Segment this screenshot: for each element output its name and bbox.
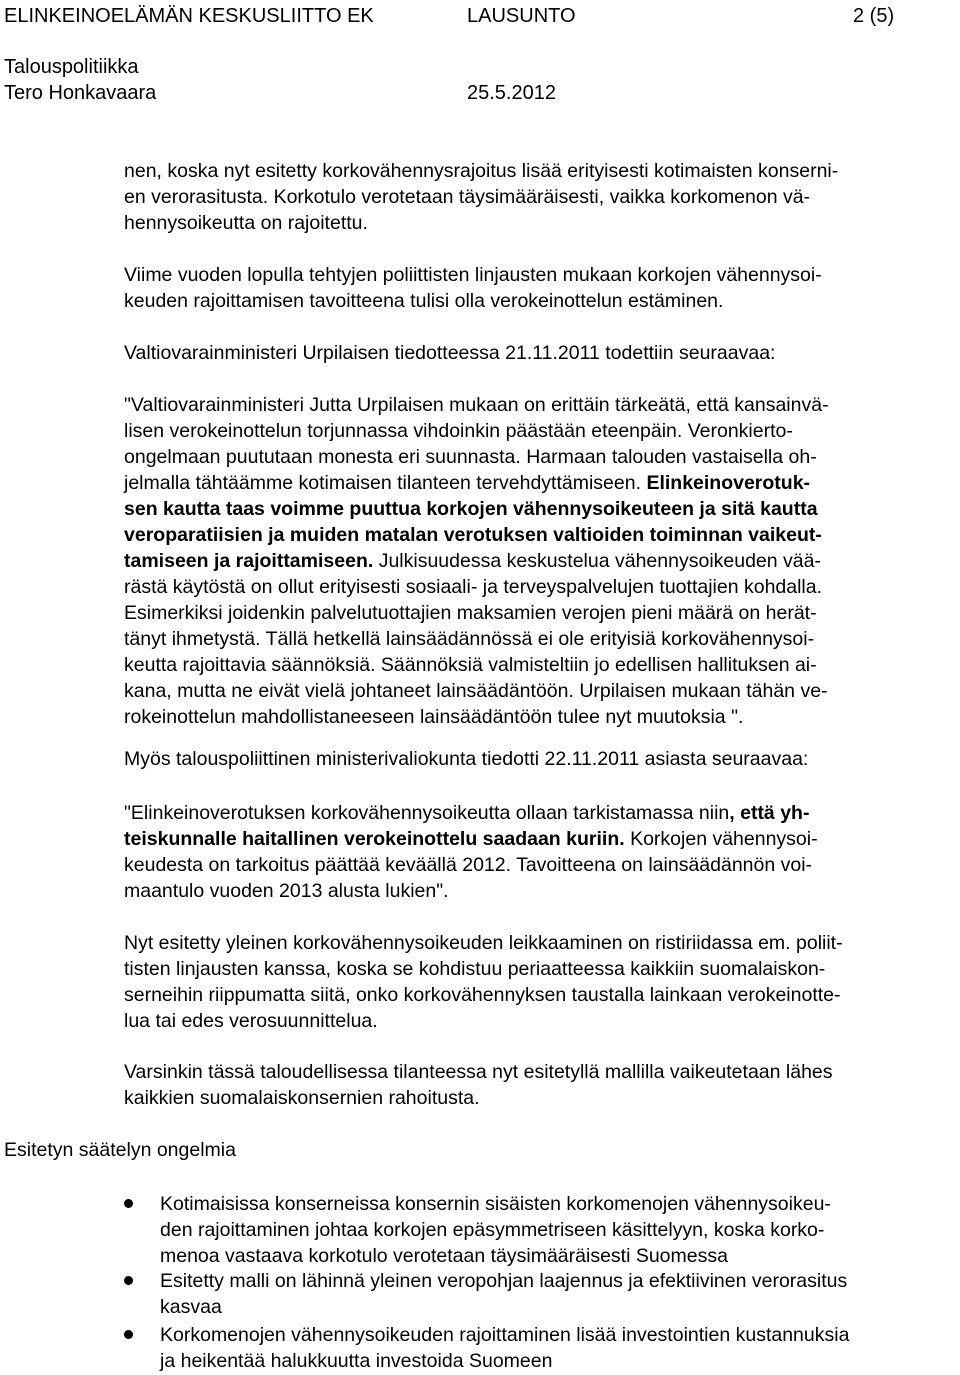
text-run-bold: Elinkeinoverotuk- (646, 472, 811, 494)
text-line: kasvaa (160, 1296, 222, 1318)
text-line (124, 800, 950, 826)
paragraph-7 (124, 930, 950, 1034)
text-line: tisten linjausten kanssa, koska se kohdistuu periaatteessa kaikkiin suomalaiskon- (124, 958, 826, 980)
text-line (124, 470, 950, 496)
text-line (124, 548, 950, 574)
text-line: kaikkien suomalaiskonsernien rahoitusta. (124, 1087, 480, 1109)
text-run-bold: tamiseen ja rajoittamiseen. (124, 550, 374, 572)
text-line: Valtiovarainministeri Urpilaisen tiedotteessa 21.11.2011 todettiin seuraavaa: (124, 342, 776, 364)
page-number: 2 (5) (853, 5, 895, 27)
text-line: Viime vuoden lopulla tehtyjen poliittisten linjausten mukaan korkojen vähennysoi- (124, 264, 822, 286)
text-line (124, 522, 950, 548)
date: 25.5.2012 (467, 82, 556, 104)
text-line: Esitetty malli on lähinnä yleinen veropohjan laajennus ja efektiivinen verorasitus (160, 1270, 848, 1292)
text-run: tänyt ihmetystä. Tällä hetkellä lainsäädännössä ei ole erityisiä korkovähennysoi- (124, 628, 815, 650)
text-run: rokeinottelun mahdollistaneeseen lainsäädäntöön tulee nyt muutoksia ". (124, 706, 744, 728)
doc-type: LAUSUNTO (467, 5, 576, 27)
text-line (124, 878, 950, 904)
text-run: "Valtiovarainministeri Jutta Urpilaisen mukaan on erittäin tärkeätä, että kansainvä- (124, 394, 829, 416)
text-run-bold: teiskunnalle haitallinen verokeinottelu saadaan kuriin. (124, 828, 625, 850)
text-line: nen, koska nyt esitetty korkovähennysrajoitus lisää erityisesti kotimaisten konserni- (124, 160, 839, 182)
bullet-text (160, 1322, 849, 1374)
text-line (124, 418, 950, 444)
text-line (124, 826, 950, 852)
bullet-text (160, 1191, 831, 1269)
text-line: Kotimaisissa konserneissa konsernin sisäisten korkomenojen vähennysoikeu- (160, 1193, 831, 1215)
text-line (124, 652, 950, 678)
text-line (124, 600, 950, 626)
side-heading: Esitetyn säätelyn ongelmia (4, 1139, 236, 1161)
department: Talouspolitiikka (4, 56, 139, 78)
text-run: kana, mutta ne eivät vielä johtaneet lainsäädäntöön. Urpilaisen mukaan tähän ve- (124, 680, 828, 702)
text-line (124, 444, 950, 470)
text-line: menoa vastaava korkotulo verotetaan täysimääräisesti Suomessa (160, 1245, 728, 1267)
text-line (124, 626, 950, 652)
text-line: Nyt esitetty yleinen korkovähennysoikeuden leikkaaminen on ristiriidassa em. poliit- (124, 932, 843, 954)
paragraph-8 (124, 1059, 950, 1111)
text-run-bold: veroparatiisien ja muiden matalan verotuksen valtioiden toiminnan vaikeut- (124, 524, 822, 546)
author: Tero Honkavaara (4, 82, 157, 104)
text-line: Myös talouspoliittinen ministerivaliokunta tiedotti 22.11.2011 asiasta seuraavaa: (124, 748, 809, 770)
text-line (124, 392, 950, 418)
paragraph-3 (124, 340, 950, 366)
text-run: Esimerkiksi joidenkin palvelutuottajien maksamien verojen pieni määrä on herät- (124, 602, 817, 624)
bullet-icon (124, 1199, 133, 1208)
quote-ministry-of-finance (124, 392, 950, 730)
text-line: lua tai edes verosuunnittelua. (124, 1010, 378, 1032)
text-run: jelmalla tähtäämme kotimaisen tilanteen tervehdyttämiseen. (124, 472, 647, 494)
text-run: rästä käytöstä on ollut erityisesti sosiaali- ja terveyspalvelujen tuottajien kohdalla. (124, 576, 823, 598)
text-line (124, 852, 950, 878)
org-name: ELINKEINOELÄMÄN KESKUSLIITTO EK (4, 5, 374, 27)
text-run-bold: , että yh- (729, 802, 810, 824)
text-line: den rajoittaminen johtaa korkojen epäsymmetriseen käsittelyyn, koska korko- (160, 1219, 825, 1241)
text-run: lisen verokeinottelun torjunnassa vihdoinkin päästään eteenpäin. Veronkierto- (124, 420, 793, 442)
quote-economic-policy-committee (124, 800, 950, 904)
text-line (124, 704, 950, 730)
text-run: Julkisuudessa keskustelua vähennysoikeuden vää- (373, 550, 821, 572)
text-line: serneihin riippumatta siitä, onko korkovähennyksen taustalla lainkaan verokeinotte- (124, 984, 841, 1006)
text-line: ja heikentää halukkuutta investoida Suomeen (160, 1350, 553, 1372)
bullet-icon (124, 1330, 133, 1339)
paragraph-1 (124, 158, 950, 236)
text-run: "Elinkeinoverotuksen korkovähennysoikeutta ollaan tarkistamassa niin (124, 802, 730, 824)
text-line: Korkomenojen vähennysoikeuden rajoittaminen lisää investointien kustannuksia (160, 1324, 850, 1346)
text-line: Varsinkin tässä taloudellisessa tilanteessa nyt esitetyllä mallilla vaikeutetaan lähes (124, 1061, 833, 1083)
paragraph-5 (124, 746, 950, 772)
text-line: en verorasitusta. Korkotulo verotetaan täysimääräisesti, vaikka korkomenon vä- (124, 186, 811, 208)
paragraph-2 (124, 262, 950, 314)
text-run-bold: sen kautta taas voimme puuttua korkojen vähennysoikeuteen ja sitä kautta (124, 498, 818, 520)
text-line: hennysoikeutta on rajoitettu. (124, 212, 368, 234)
text-line (124, 678, 950, 704)
bullet-text (160, 1268, 847, 1320)
bullet-icon (124, 1276, 133, 1285)
text-run: keudesta on tarkoitus päättää keväällä 2012. Tavoitteena on lainsäädännön voi- (124, 854, 813, 876)
text-line (124, 574, 950, 600)
text-run: maantulo vuoden 2013 alusta lukien". (124, 880, 449, 902)
text-run: ongelmaan puututaan monesta eri suunnasta. Harmaan talouden vastaisella oh- (124, 446, 817, 468)
text-run: keutta rajoittavia säännöksiä. Säännöksiä valmisteltiin jo edellisen hallituksen ai- (124, 654, 817, 676)
text-line: keuden rajoittamisen tavoitteena tulisi olla verokeinottelun estäminen. (124, 290, 724, 312)
text-run: Korkojen vähennysoi- (624, 828, 818, 850)
text-line (124, 496, 950, 522)
